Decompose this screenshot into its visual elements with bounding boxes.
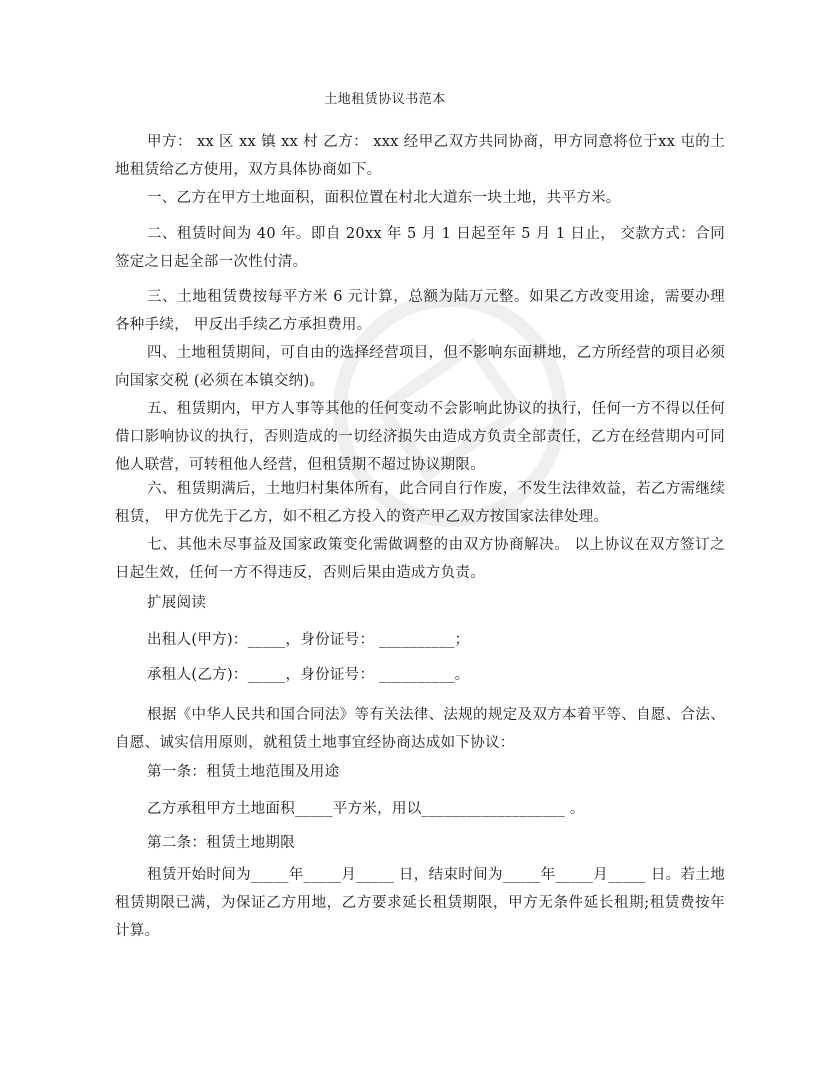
paragraph-clause-3: 三、土地租赁费按每平方米 6 元计算，总额为陆万元整。如果乙方改变用途，需要办理各种手续， 甲反出手续乙方承担费用。 [115,289,725,333]
document-title-text: 土地租赁协议书范本 [324,92,446,107]
paragraph-clause-7: 七、其他未尽事益及国家政策变化需做调整的由双方协商解决。 以上协议在双方签订之日起生效，任何一方不得违反，否则后果由造成方负责。 [115,537,725,581]
article-1-body: 乙方承租甲方土地面积_____平方米，用以___________________ 。 [147,801,585,817]
paragraph-preamble: 根据《中华人民共和国合同法》等有关法律、法规的规定及双方本着平等、自愿、合法、自愿、诚实信用原则，就租赁土地事宜经协商达成如下协议： [115,707,725,751]
article-2-title: 第二条：租赁土地期限 [147,835,295,851]
paragraph-parties: 甲方： xx 区 xx 镇 xx 村 乙方： xxx 经甲乙双方共同协商，甲方同意将位于xx 屯的土地租赁给乙方使用，双方具体协商如下。 [115,134,725,178]
paragraph-clause-2: 二、租赁时间为 40 年。即自 20xx 年 5 月 1 日起至年 5 月 1 日止， 交款方式：合同签定之日起全部一次性付清。 [115,226,725,270]
article-1-title: 第一条：租赁土地范围及用途 [147,764,340,780]
extended-reading-heading: 扩展阅读 [147,595,207,611]
document-title [0,88,830,107]
paragraph-clause-5: 五、租赁期内，甲方人事等其他的任何变动不会影响此协议的执行，任何一方不得以任何借口影响协议的执行，否则造成的一切经济损失由造成方负责全部责任，乙方在经营期内可同他人联营，可转租他人经营，但租赁期不超过协议期限。 [115,401,725,473]
lessor-line: 出租人(甲方)：_____，身份证号： __________； [147,632,470,648]
lessee-line: 承租人(乙方)：_____，身份证号： __________。 [147,667,470,683]
paragraph-clause-4: 四、土地租赁期间，可自由的选择经营项目，但不影响东面耕地，乙方所经营的项目必须向国家交税 (必须在本镇交纳)。 [115,345,725,389]
paragraph-clause-1: 一、乙方在甲方土地面积，面积位置在村北大道东一块土地，共平方米。 [147,190,621,206]
paragraph-clause-6: 六、租赁期满后，土地归村集体所有，此合同自行作废，不发生法律效益，若乙方需继续租赁， 甲方优先于乙方，如不租乙方投入的资产甲乙双方按国家法律处理。 [115,481,725,525]
paragraph-article-2-body: 租赁开始时间为_____年_____月_____ 日，结束时间为_____年_____月_____ 日。若土地租赁期限已满，为保证乙方用地，乙方要求延长租赁期限，甲方无条件延长租期;租赁费按年计算。 [115,867,725,939]
